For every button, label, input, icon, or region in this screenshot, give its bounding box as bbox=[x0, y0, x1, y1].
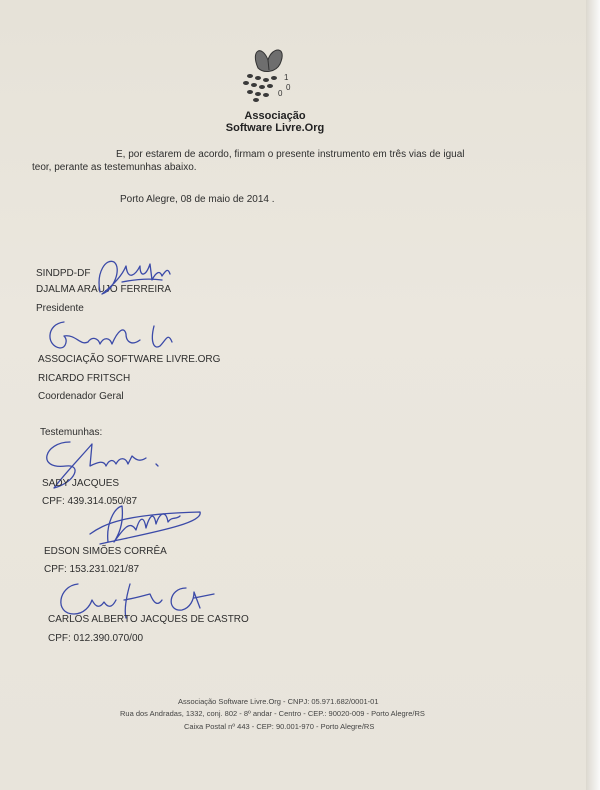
svg-text:0: 0 bbox=[286, 83, 291, 92]
org-name-line2: Software Livre.Org bbox=[225, 122, 325, 134]
agreement-text-line2: teor, perante as testemunhas abaixo. bbox=[32, 162, 197, 173]
witness-cpf: CPF: 012.390.070/00 bbox=[48, 633, 144, 644]
place-date: Porto Alegre, 08 de maio de 2014 . bbox=[120, 194, 275, 205]
witness-name: EDSON SIMÕES CORRÊA bbox=[44, 546, 167, 557]
agreement-text-line1: E, por estarem de acordo, firmam o presente instrumento em três vias de igual bbox=[116, 149, 465, 160]
footer-postal: Caixa Postal nº 443 - CEP: 90.001-970 - Porto Alegre/RS bbox=[184, 722, 375, 731]
signature-djalma bbox=[92, 252, 182, 302]
witness-cpf: CPF: 439.314.050/87 bbox=[42, 496, 138, 507]
svg-text:1: 1 bbox=[284, 73, 289, 82]
signatory-name: DJALMA ARAUJO FERREIRA bbox=[36, 284, 172, 295]
svg-text:0: 0 bbox=[278, 89, 283, 98]
signatory-name: RICARDO FRITSCH bbox=[38, 373, 131, 384]
signature-edson bbox=[84, 494, 214, 554]
asl-logo-icon bbox=[228, 40, 308, 110]
signatory-org: ASSOCIAÇÃO SOFTWARE LIVRE.ORG bbox=[38, 354, 221, 365]
witness-cpf: CPF: 153.231.021/87 bbox=[44, 564, 140, 575]
witnesses-label: Testemunhas: bbox=[40, 427, 103, 438]
witness-name: SADY JACQUES bbox=[42, 478, 120, 489]
footer-cnpj: Associação Software Livre.Org - CNPJ: 05.971.682/0001-01 bbox=[178, 697, 379, 706]
signatory-role: Coordenador Geral bbox=[38, 391, 124, 402]
footer-address: Rua dos Andradas, 1332, conj. 802 - 8º andar - Centro - CEP.: 90020-009 - Porto Alegre/RS bbox=[120, 709, 425, 718]
org-name-line1: Associação bbox=[244, 110, 306, 122]
page-edge bbox=[586, 0, 600, 790]
signatory-org: SINDPD-DF bbox=[36, 268, 91, 279]
signatory-role: Presidente bbox=[36, 303, 84, 314]
witness-name: CARLOS ALBERTO JACQUES DE CASTRO bbox=[48, 614, 249, 625]
